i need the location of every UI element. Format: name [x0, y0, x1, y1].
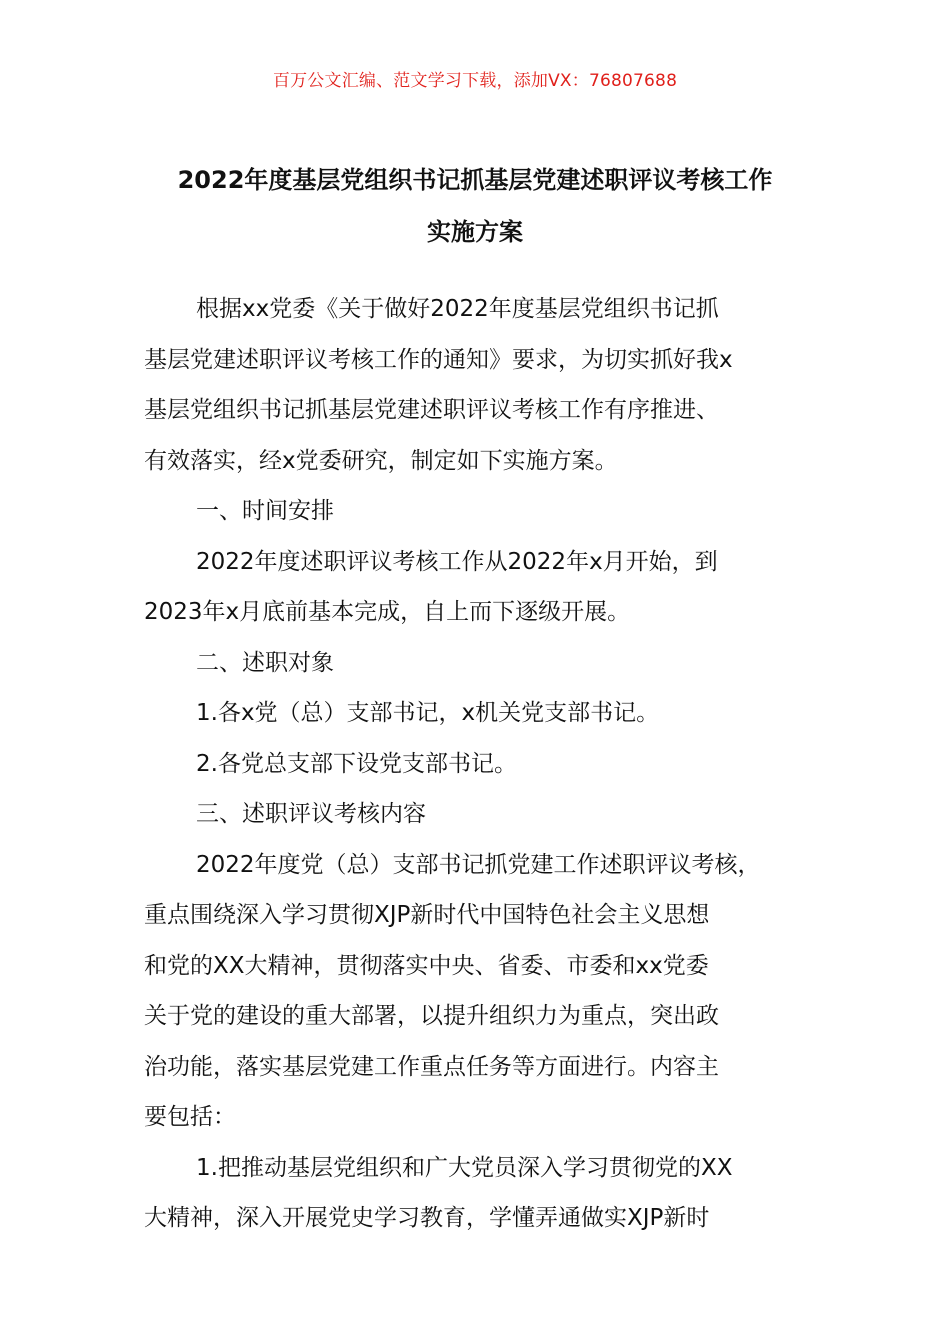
- body-line: 根据xx党委《关于做好2022年度基层党组织书记抓: [196, 296, 719, 322]
- body-line: 2022年度党（总）支部书记抓党建工作述职评议考核，: [196, 851, 761, 878]
- body-line: 基层党组织书记抓基层党建述职评议考核工作有序推进、: [144, 397, 719, 423]
- document-body: [144, 284, 816, 1244]
- body-line: 一、时间安排: [196, 498, 334, 524]
- body-line: 有效落实，经x党委研究，制定如下实施方案。: [144, 447, 618, 474]
- body-line: 2023年x月底前基本完成，自上而下逐级开展。: [144, 599, 631, 625]
- header-watermark-note: 百万公文汇编、范文学习下载，添加VX：76807688: [272, 71, 678, 91]
- body-line: 三、述职评议考核内容: [196, 801, 426, 827]
- body-line: 治功能，落实基层党建工作重点任务等方面进行。内容主: [144, 1053, 719, 1080]
- body-line: 重点围绕深入学习贯彻XJP新时代中国特色社会主义思想: [144, 902, 710, 928]
- body-line: 要包括：: [144, 1104, 236, 1130]
- body-line: 和党的XX大精神，贯彻落实中央、省委、市委和xx党委: [144, 952, 709, 979]
- body-line: 二、述职对象: [196, 649, 334, 676]
- document-title-line-1: 2022年度基层党组织书记抓基层党建述职评议考核工作: [177, 166, 773, 194]
- body-line: 基层党建述职评议考核工作的通知》要求，为切实抓好我x: [144, 346, 733, 373]
- document-title-line-2: 实施方案: [427, 218, 523, 246]
- body-line: 2022年度述职评议考核工作从2022年x月开始，到: [196, 548, 718, 575]
- body-line: 关于党的建设的重大部署，以提升组织力为重点，突出政: [144, 1003, 719, 1029]
- body-line: 1.各x党（总）支部书记，x机关党支部书记。: [196, 700, 660, 726]
- body-line: 大精神，深入开展党史学习教育，学懂弄通做实XJP新时: [144, 1205, 710, 1231]
- body-line: 2.各党总支部下设党支部书记。: [196, 750, 517, 777]
- body-line: 1.把推动基层党组织和广大党员深入学习贯彻党的XX: [196, 1154, 733, 1181]
